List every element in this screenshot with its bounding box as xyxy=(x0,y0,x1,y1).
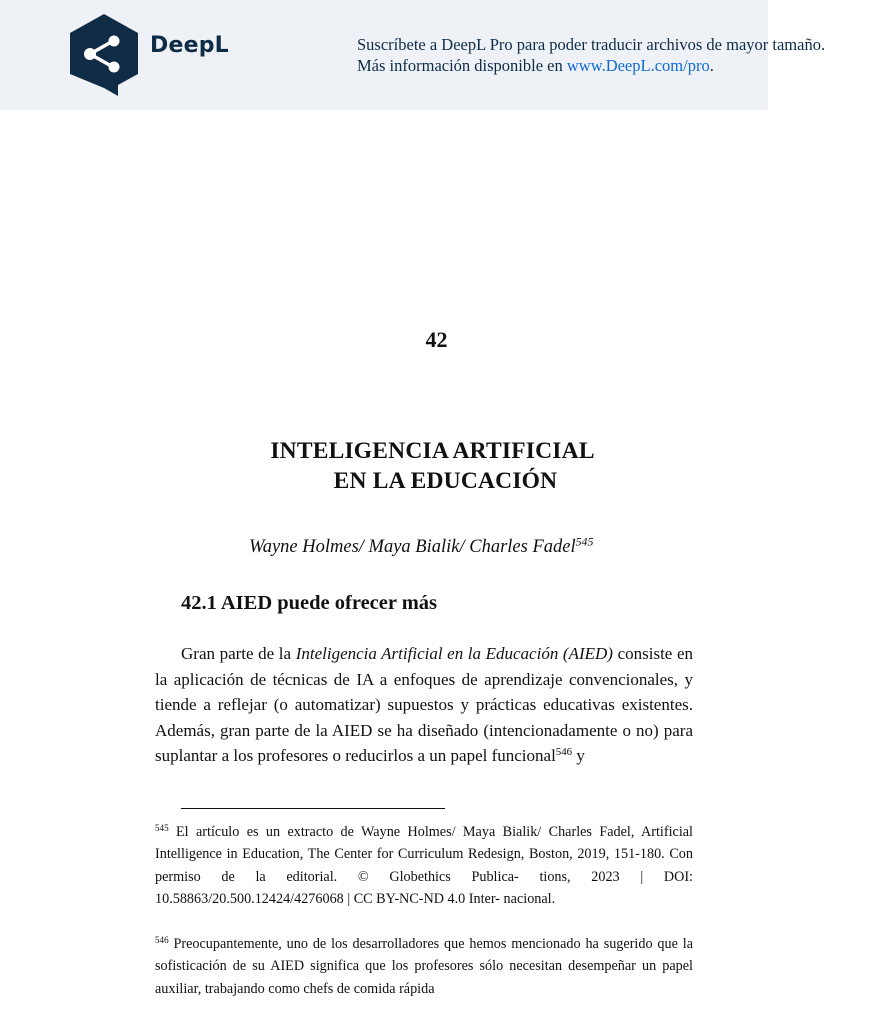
deepl-pro-link[interactable]: www.DeepL.com/pro xyxy=(566,56,710,75)
chapter-title-line-1: INTELIGENCIA ARTIFICIAL xyxy=(270,438,595,464)
paragraph-text: consiste en la aplicación de técnicas de IA a enfoques de aprendizaje convencionales, y tiende a reflejar (o automatizar) supuestos y prácticas educativas existentes. Además, gran parte de la AIED se ha diseñado (intencionadamente o no) para suplantar a los profesores o reducirlos a un papel funcional xyxy=(155,644,693,766)
footnote-separator xyxy=(181,808,445,809)
chapter-title xyxy=(0,436,865,496)
paragraph-prefix: Gran parte de la xyxy=(181,644,296,663)
footnote-545 xyxy=(155,821,693,911)
chapter-authors xyxy=(249,534,594,558)
chapter-number: 42 xyxy=(425,327,448,352)
promo-line-2-suffix: . xyxy=(709,56,714,75)
paragraph-suffix: y xyxy=(572,746,585,766)
promo-line-2 xyxy=(357,55,825,76)
footnote-ref-546: 546 xyxy=(555,746,573,759)
chapter-title-line-2: EN LA EDUCACIÓN xyxy=(333,468,558,494)
authors-names: Wayne Holmes/ Maya Bialik/ Charles Fadel xyxy=(249,537,576,557)
footnote-marker: 545 xyxy=(155,823,169,834)
footnote-ref-545: 545 xyxy=(575,534,594,549)
deepl-logo-icon xyxy=(68,14,140,96)
footnote-546 xyxy=(155,933,693,1000)
footnote-marker: 546 xyxy=(155,935,169,946)
paragraph-italic-term: Inteligencia Artificial en la Educación (AIED) xyxy=(295,644,613,663)
brand-name: DeepL xyxy=(150,33,229,58)
section-heading: 42.1 AIED puede ofrecer más xyxy=(181,592,438,614)
footnote-text: Preocupantemente, uno de los desarrolladores que hemos mencionado ha sugerido que la sofisticación de su AIED significa que los profesores sólo necesitan desempeñar un papel auxiliar, trabajando como chefs de comida rápida xyxy=(155,936,693,997)
promo-line-1: Suscríbete a DeepL Pro para poder traducir archivos de mayor tamaño. xyxy=(357,35,826,54)
footnote-text: El artículo es un extracto de Wayne Holmes/ Maya Bialik/ Charles Fadel, Artificial Intelligence in Education, The Center for Curriculum Redesign, Boston, 2019, 151-180. Con permiso de la editorial. © Globethics Publica- tions, 2023 | DOI: 10.58863/20.500.12424/4276068 | CC BY-NC-ND 4.0 Inter- nacional. xyxy=(155,824,693,908)
body-paragraph xyxy=(155,641,693,769)
promo-text xyxy=(357,34,825,76)
promo-line-2-prefix: Más información disponible en xyxy=(357,56,567,75)
deepl-banner xyxy=(0,0,826,110)
